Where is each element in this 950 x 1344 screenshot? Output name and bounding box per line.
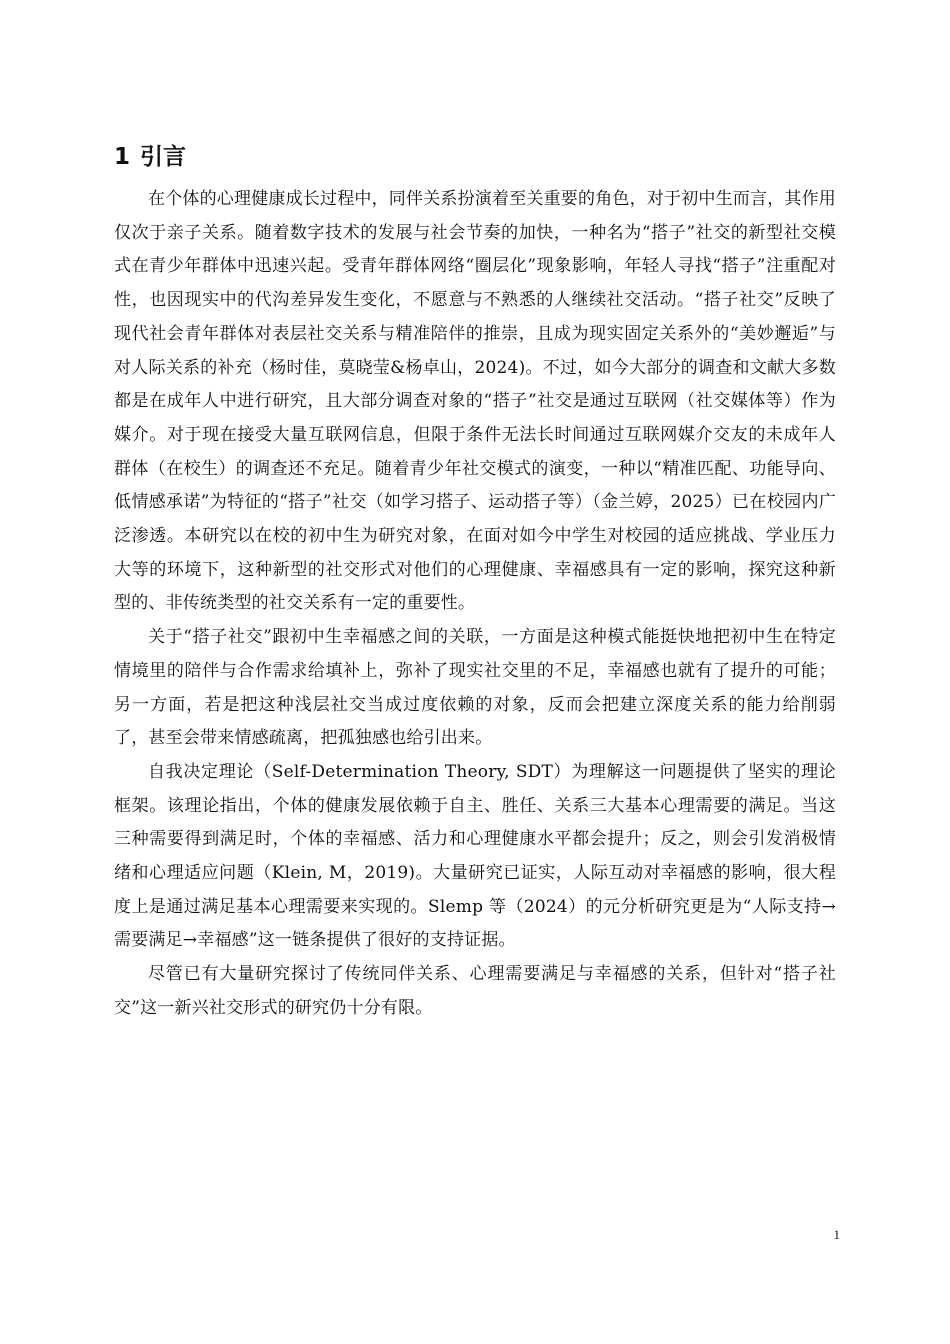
section-heading [114, 140, 186, 174]
page-number: 1 [833, 1227, 840, 1242]
paragraph: 在个体的心理健康成长过程中，同伴关系扮演着至关重要的角色，对于初中生而言，其作用仅次于亲子关系。随着数字技术的发展与社会节奏的加快，一种名为“搭子”社交的新型社交模式在青少年群体中迅速兴起。受青年群体网络“圈层化”现象影响，年轻人寻找“搭子”注重配对性，也因现实中的代沟差异发生变化，不愿意与不熟悉的人继续社交活动。“搭子社交”反映了现代社会青年群体对表层社交关系与精准陪伴的推崇，且成为现实固定关系外的“美妙邂逅”与对人际关系的补充（杨时佳，莫晓莹&杨卓山，2024)。不过，如今大部分的调查和文献大多数都是在成年人中进行研究，且大部分调查对象的“搭子”社交是通过互联网（社交媒体等）作为媒介。对于现在接受大量互联网信息，但限于条件无法长时间通过互联网媒介交友的未成年人群体（在校生）的调查还不充足。随着青少年社交模式的演变，一种以“精准匹配、功能导向、低情感承诺”为特征的“搭子”社交（如学习搭子、运动搭子等）（金兰婷，2025）已在校园内广泛渗透。本研究以在校的初中生为研究对象，在面对如今中学生对校园的适应挑战、学业压力大等的环境下，这种新型的社交形式对他们的心理健康、幸福感具有一定的影响，探究这种新型的、非传统类型的社交关系有一定的重要性。 [114, 189, 836, 614]
paragraph: 自我决定理论（Self-Determination Theory, SDT）为理解这一问题提供了坚实的理论框架。该理论指出，个体的健康发展依赖于自主、胜任、关系三大基本心理需要的满足。当这三种需要得到满足时，个体的幸福感、活力和心理健康水平都会提升；反之，则会引发消极情绪和心理适应问题（Klein, M，2019)。大量研究已证实，人际互动对幸福感的影响，很大程度上是通过满足基本心理需要来实现的。Slemp 等（2024）的元分析研究更是为“人际支持→需要满足→幸福感”这一链条提供了很好的支持证据。 [114, 761, 836, 951]
section-title: 引言 [140, 144, 187, 170]
paragraph: 关于“搭子社交”跟初中生幸福感之间的关联，一方面是这种模式能挺快地把初中生在特定情境里的陪伴与合作需求给填补上，弥补了现实社交里的不足，幸福感也就有了提升的可能；另一方面，若是把这种浅层社交当成过度依赖的对象，反而会把建立深度关系的能力给削弱了，甚至会带来情感疏离，把孤独感也给引出来。 [114, 627, 836, 749]
section-number: 1 [114, 144, 131, 170]
paragraph: 尽管已有大量研究探讨了传统同伴关系、心理需要满足与幸福感的关系，但针对“搭子社交”这一新兴社交形式的研究仍十分有限。 [114, 964, 836, 1018]
body-text [114, 183, 836, 1026]
